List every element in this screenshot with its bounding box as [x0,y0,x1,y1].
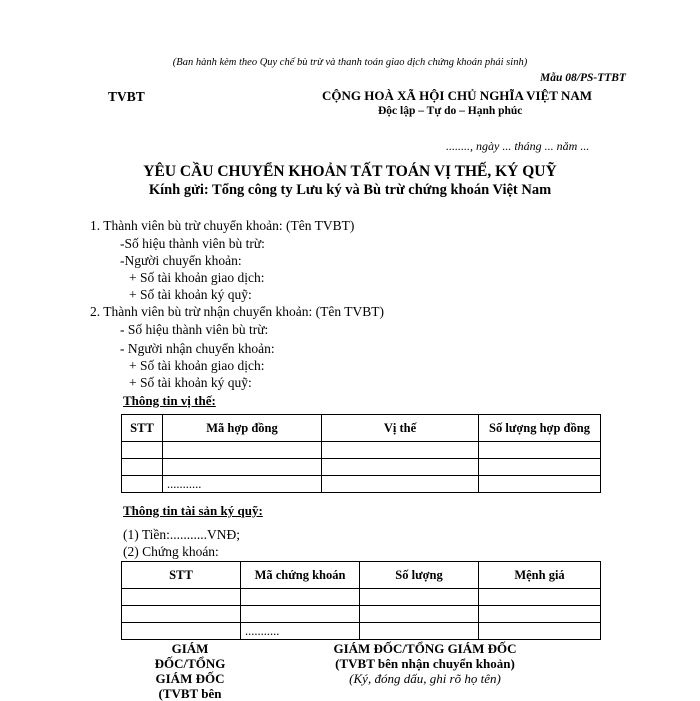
section1-margin-account: + Số tài khoản ký quỹ: [129,287,252,302]
document-title: YÊU CẦU CHUYỂN KHOẢN TẤT TOÁN VỊ THẾ, KÝ QUỸ [143,163,557,180]
table-row [122,606,601,623]
right-signature-block [300,641,550,686]
section2-transferee: - Người nhận chuyển khoản: [120,341,275,356]
right-signature-note: (Ký, đóng dấu, ghi rõ họ tên) [349,671,501,686]
column-header: Số lượng [360,562,479,589]
securities-table [121,561,601,640]
table-row [122,459,601,476]
right-signature-subtitle: (TVBT bên nhận chuyển khoản) [335,656,515,671]
org-name: TVBT [108,89,145,104]
section2-trading-account: + Số tài khoản giao dịch: [129,358,265,373]
section1-heading: 1. Thành viên bù trừ chuyển khoản: (Tên TVBT) [90,218,355,233]
section2-heading: 2. Thành viên bù trừ nhận chuyển khoản: (Tên TVBT) [90,304,385,319]
right-signature-title: GIÁM ĐỐC/TỔNG GIÁM ĐỐC [333,641,517,656]
position-table-caption: Thông tin vị thế: [123,393,216,408]
addressee: Kính gửi: Tổng công ty Lưu ký và Bù trừ chứng khoán Việt Nam [148,182,552,198]
securities-table-header [122,562,601,589]
section2-margin-account: + Số tài khoản ký quỹ: [129,375,252,390]
table-row [122,442,601,459]
position-table-header [122,415,601,442]
table-row [122,623,601,640]
form-code: Mẫu 08/PS-TTBT [540,72,626,84]
column-header: STT [122,415,163,442]
section1-trading-account: + Số tài khoản giao dịch: [129,270,265,285]
column-header: Số lượng hợp đồng [479,415,601,442]
column-header: Vị thế [322,415,479,442]
column-header: Mã chứng khoán [241,562,360,589]
section1-member-id: -Số hiệu thành viên bù trừ: [120,236,265,251]
left-signature-line: GIÁM ĐỐC [155,671,225,686]
ellipsis-cell: ........... [241,623,360,640]
national-title: CỘNG HOÀ XÃ HỘI CHỦ NGHĨA VIỆT NAM [322,88,593,103]
date-line: ........, ngày ... tháng ... năm ... [446,139,590,153]
table-row [122,476,601,493]
section2-member-id: - Số hiệu thành viên bù trừ: [120,322,269,337]
column-header: Mã hợp đồng [163,415,322,442]
left-signature-line: (TVBT bên [158,686,222,701]
left-signature-line: GIÁM [171,641,209,656]
column-header: STT [122,562,241,589]
promulgation-note: (Ban hành kèm theo Quy chế bù trừ và thanh toán giao dịch chứng khoán phái sinh) [172,57,528,68]
left-signature-block [130,641,250,701]
table-row [122,589,601,606]
column-header: Mệnh giá [479,562,601,589]
position-table [121,414,601,493]
left-signature-line: ĐỐC/TỔNG [154,656,226,671]
securities-line: (2) Chứng khoán: [123,544,219,559]
ellipsis-cell: ........... [163,476,322,493]
margin-info-caption: Thông tin tài sản ký quỹ: [123,503,263,518]
motto: Độc lập – Tự do – Hạnh phúc [378,105,523,117]
section1-transferor: -Người chuyển khoản: [120,253,242,268]
cash-line: (1) Tiền:...........VNĐ; [123,527,241,542]
